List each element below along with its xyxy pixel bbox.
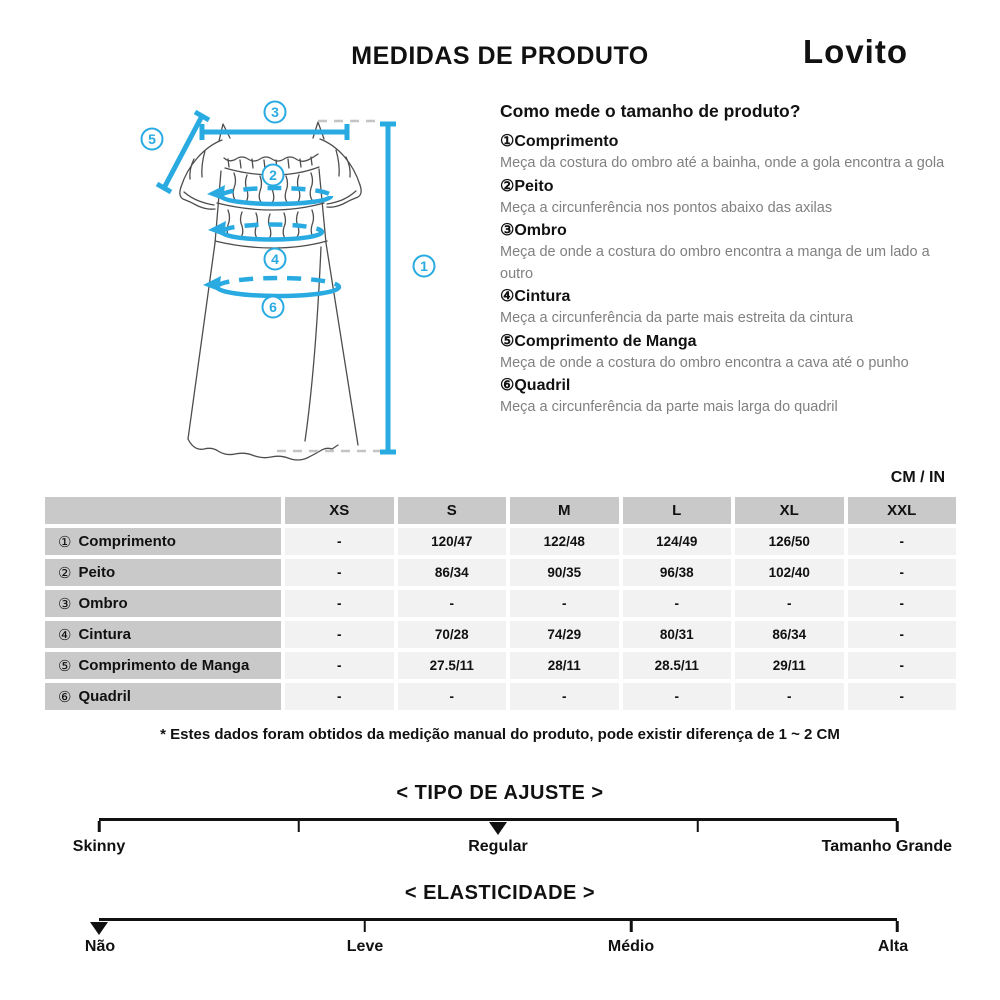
col-header-s: S: [398, 497, 507, 524]
table-cell: -: [848, 683, 957, 710]
scale-tick: [896, 921, 899, 932]
table-cell: 122/48: [510, 528, 619, 555]
guide-heading: Como mede o tamanho de produto?: [500, 101, 801, 121]
badge-3: 3: [271, 104, 279, 120]
fit-label-regular: Regular: [468, 838, 528, 855]
scale-tick: [630, 921, 633, 932]
table-cell: 126/50: [735, 528, 844, 555]
item-desc: Meça da costura do ombro até a bainha, onde a gola encontra a gola: [500, 155, 945, 171]
table-cell: -: [285, 590, 394, 617]
table-cell: -: [623, 590, 732, 617]
table-cell: 120/47: [398, 528, 507, 555]
fit-type-scale: [0, 782, 1000, 877]
size-table: [45, 497, 956, 710]
scale-tick: [98, 821, 101, 832]
row-label: ② Peito: [45, 559, 281, 586]
table-cell: -: [285, 683, 394, 710]
item-num: ②: [500, 177, 515, 195]
table-corner-cell: [45, 497, 281, 524]
badge-4: 4: [271, 251, 279, 267]
guide-item-cintura: [500, 286, 962, 330]
item-desc: Meça a circunferência da parte mais estreita da cintura: [500, 310, 854, 326]
item-desc: Meça de onde a costura do ombro encontra a cava até o punho: [500, 354, 909, 371]
elasticity-label-nao: Não: [84, 938, 116, 955]
table-cell: 102/40: [735, 559, 844, 586]
table-cell: -: [285, 621, 394, 648]
fit-label-skinny: Skinny: [72, 838, 126, 855]
table-cell: -: [398, 590, 507, 617]
row-label: ① Comprimento: [45, 528, 281, 555]
fit-scale-line: [99, 818, 897, 821]
table-cell: -: [735, 590, 844, 617]
table-cell: 74/29: [510, 621, 619, 648]
table-cell: -: [398, 683, 507, 710]
waist-measure-ellipse: [208, 221, 322, 240]
badge-6: 6: [269, 299, 277, 315]
table-cell: 27.5/11: [398, 652, 507, 679]
scale-tick: [696, 821, 699, 832]
row-label: ③ Ombro: [45, 590, 281, 617]
table-cell: -: [848, 528, 957, 555]
dress-measurement-diagram: [122, 95, 458, 475]
elasticity-scale: [0, 882, 1000, 977]
col-header-l: L: [623, 497, 732, 524]
col-header-xxl: XXL: [848, 497, 957, 524]
fit-scale-title: < TIPO DE AJUSTE >: [396, 782, 604, 804]
item-num: ⑥: [500, 377, 515, 394]
table-cell: 86/34: [735, 621, 844, 648]
badge-2: 2: [269, 167, 277, 183]
unit-label: CM / IN: [890, 469, 945, 486]
badge-1: 1: [420, 258, 428, 274]
table-cell: 70/28: [398, 621, 507, 648]
elasticity-label-medio: Médio: [607, 938, 655, 955]
item-desc: Meça a circunferência da parte mais larga do quadril: [500, 399, 838, 415]
table-cell: 124/49: [623, 528, 732, 555]
scale-tick: [896, 821, 899, 832]
measurement-note: * Estes dados foram obtidos da medição manual do produto, pode existir diferença de 1 ~ 2 CM: [160, 726, 840, 743]
guide-item-quadril: [500, 375, 962, 419]
item-name: Quadril: [514, 377, 571, 394]
table-cell: -: [848, 621, 957, 648]
item-name: Comprimento de Manga: [514, 332, 697, 350]
table-cell: -: [285, 528, 394, 555]
table-cell: -: [848, 652, 957, 679]
elasticity-label-leve: Leve: [346, 938, 384, 955]
scale-tick: [364, 921, 367, 932]
table-cell: 28.5/11: [623, 652, 732, 679]
guide-item-comprimento: [500, 131, 962, 175]
elasticity-marker-icon: [90, 922, 108, 935]
elasticity-scale-title: < ELASTICIDADE >: [404, 882, 596, 904]
guide-item-ombro: [500, 220, 962, 285]
col-header-xl: XL: [735, 497, 844, 524]
item-num: ③: [500, 222, 515, 239]
item-num: ①: [500, 133, 515, 150]
lovito-logo: Lovito: [803, 33, 908, 70]
badge-5: 5: [148, 131, 156, 147]
table-cell: -: [623, 683, 732, 710]
table-cell: -: [735, 683, 844, 710]
item-desc: Meça a circunferência nos pontos abaixo das axilas: [500, 199, 833, 216]
length-measure-line: [380, 124, 396, 452]
fit-label-tamanho-grande: Tamanho Grande: [821, 838, 952, 855]
table-cell: -: [285, 559, 394, 586]
col-header-xs: XS: [285, 497, 394, 524]
chest-measure-ellipse: [207, 185, 331, 204]
elasticity-label-alta: Alta: [877, 938, 909, 955]
elasticity-scale-line: [99, 918, 897, 921]
reference-dashes: [277, 121, 382, 451]
item-name: Ombro: [514, 222, 567, 239]
row-label: ⑤ Comprimento de Manga: [45, 652, 281, 679]
table-cell: -: [848, 590, 957, 617]
table-cell: -: [848, 559, 957, 586]
fit-marker-icon: [489, 822, 507, 835]
item-name: Cintura: [514, 288, 571, 305]
page-title: MEDIDAS DE PRODUTO: [351, 42, 649, 70]
table-cell: -: [510, 683, 619, 710]
row-label: ⑥ Quadril: [45, 683, 281, 710]
table-cell: -: [285, 652, 394, 679]
table-cell: 90/35: [510, 559, 619, 586]
table-cell: -: [510, 590, 619, 617]
measure-guide: [500, 101, 962, 420]
table-cell: 80/31: [623, 621, 732, 648]
item-desc: Meça de onde a costura do ombro encontra a manga de um lado a outro: [500, 244, 930, 282]
item-name: Comprimento: [514, 133, 619, 150]
row-label: ④ Cintura: [45, 621, 281, 648]
item-name: Peito: [514, 177, 554, 195]
item-num: ④: [500, 288, 515, 305]
table-cell: 86/34: [398, 559, 507, 586]
scale-tick: [297, 821, 300, 832]
table-cell: 96/38: [623, 559, 732, 586]
guide-item-comprimento-manga: [500, 331, 962, 375]
col-header-m: M: [510, 497, 619, 524]
guide-item-peito: [500, 176, 962, 220]
table-cell: 29/11: [735, 652, 844, 679]
item-num: ⑤: [500, 332, 515, 350]
table-cell: 28/11: [510, 652, 619, 679]
